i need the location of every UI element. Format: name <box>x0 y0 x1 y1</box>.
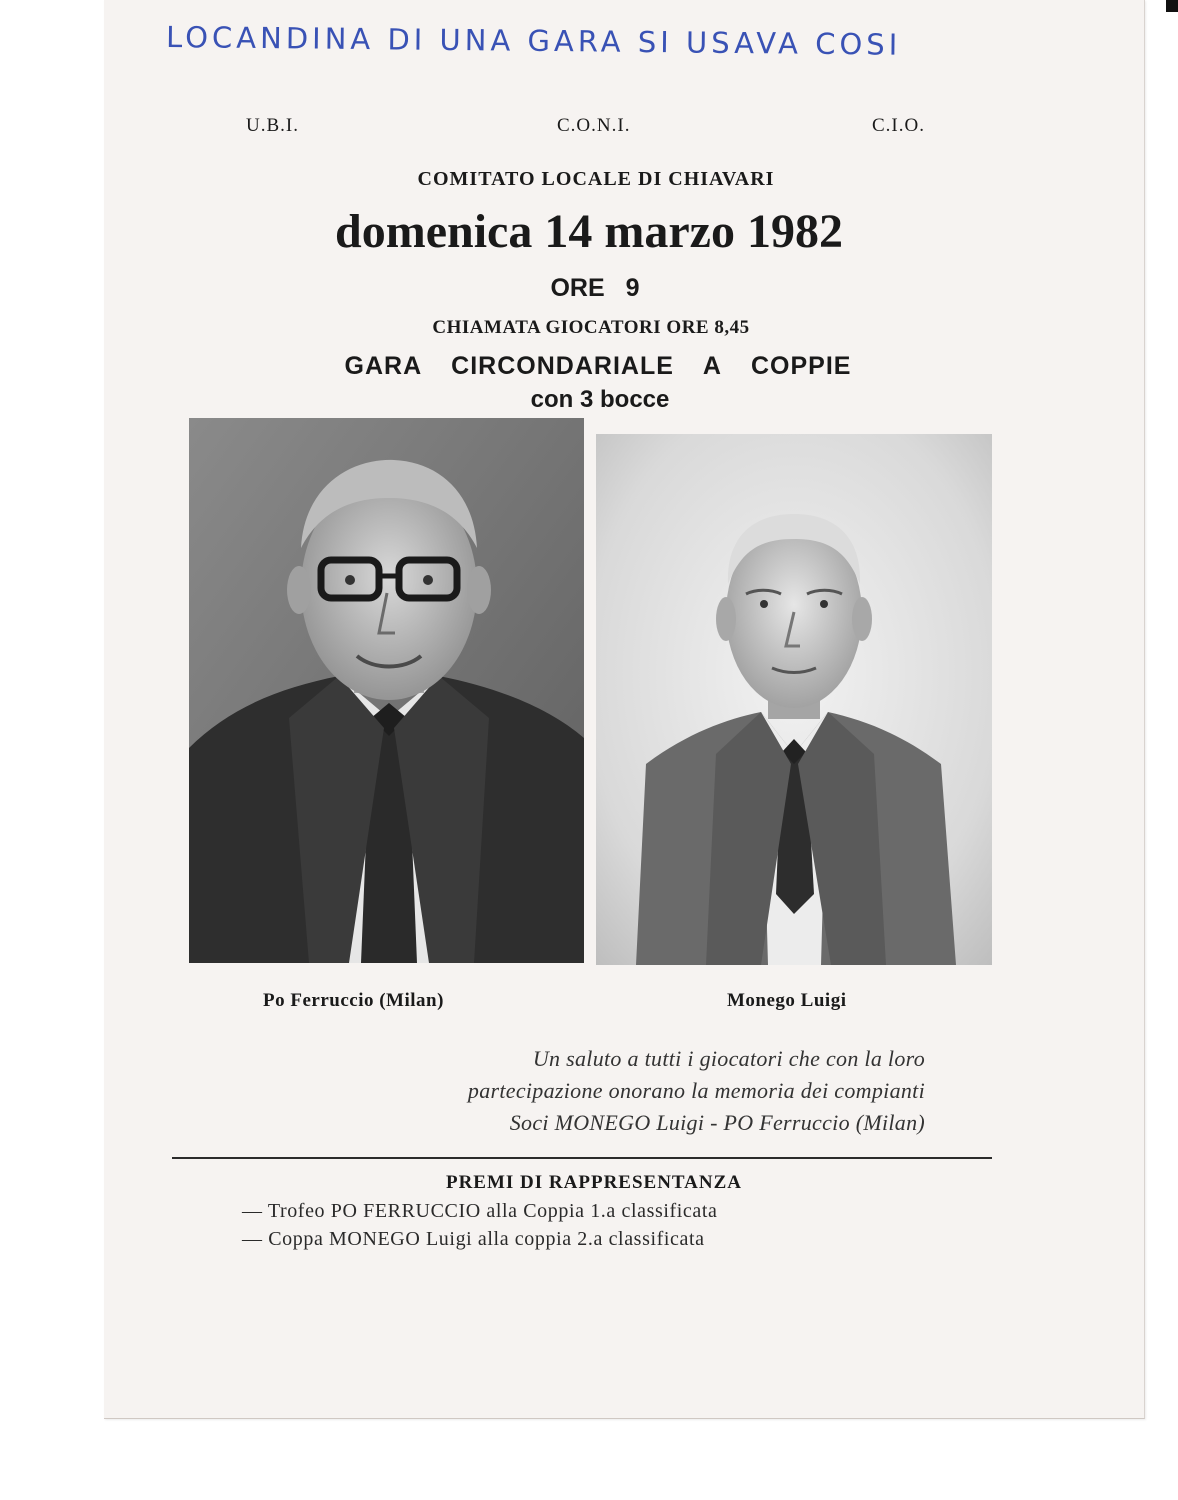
event-subtitle: con 3 bocce <box>530 386 670 413</box>
committee-heading: COMITATO LOCALE DI CHIAVARI <box>417 168 775 190</box>
org-ubi: U.B.I. <box>246 115 299 136</box>
event-title: GARA CIRCONDARIALE A COPPIE <box>344 352 852 380</box>
portrait-photo-left <box>189 418 584 963</box>
caption-left: Po Ferruccio (Milan) <box>263 990 444 1011</box>
event-time: ORE 9 <box>550 274 640 302</box>
prize-item-2: — Coppa MONEGO Luigi alla coppia 2.a classificata <box>242 1228 705 1250</box>
greeting-line-1: Un saluto a tutti i giocatori che con la loro <box>532 1046 925 1071</box>
prize-item-1: — Trofeo PO FERRUCCIO alla Coppia 1.a classificata <box>242 1200 718 1222</box>
scan-corner-mark <box>1166 0 1178 12</box>
org-cio: C.I.O. <box>872 115 925 136</box>
event-date: domenica 14 marzo 1982 <box>335 205 843 258</box>
handwritten-note: LOCANDINA DI UNA GARA SI USAVA COSI <box>165 20 902 62</box>
caption-right: Monego Luigi <box>727 990 847 1011</box>
player-call-time: CHIAMATA GIOCATORI ORE 8,45 <box>432 317 750 338</box>
org-coni: C.O.N.I. <box>557 115 631 136</box>
portrait-photo-right <box>596 434 992 965</box>
greeting-line-2: partecipazione onorano la memoria dei compianti <box>467 1078 925 1103</box>
prizes-title: PREMI DI RAPPRESENTANZA <box>445 1172 743 1193</box>
greeting-line-3: Soci MONEGO Luigi - PO Ferruccio (Milan) <box>509 1110 925 1135</box>
divider-rule <box>172 1157 992 1159</box>
